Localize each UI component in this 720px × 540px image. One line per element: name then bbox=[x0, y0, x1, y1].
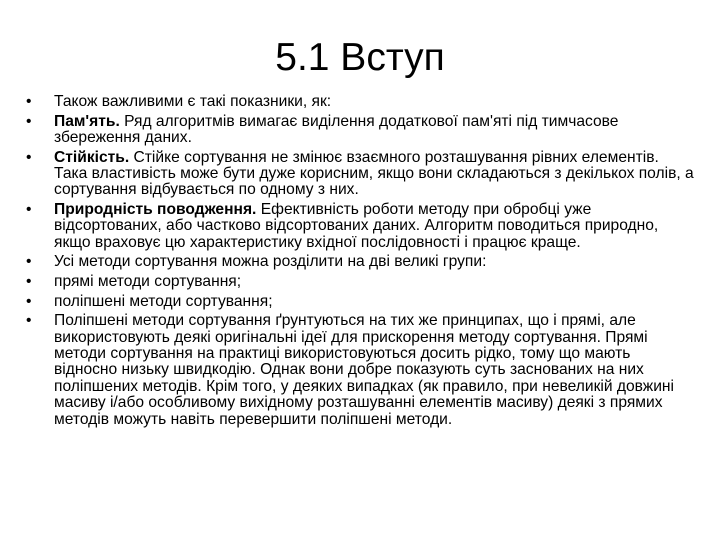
slide-title: 5.1 Вступ bbox=[275, 36, 445, 79]
bullet-item-direct-methods bbox=[26, 274, 696, 290]
bullet-icon: • bbox=[26, 292, 32, 310]
bullet-text: поліпшені методи сортування; bbox=[54, 292, 273, 310]
bullet-term: Стійкість. bbox=[54, 148, 130, 166]
bullet-icon: • bbox=[26, 112, 32, 130]
bullet-icon: • bbox=[26, 253, 32, 271]
bullet-text: Ефективність роботи методу при обробці уже відсортованих, або частково відсортованих даних. Алгоритм поводиться природно, якщо враховує цю характеристику вхідної послідовності і працює краще. bbox=[54, 201, 659, 251]
bullet-text: Також важливими є такі показники, як: bbox=[54, 93, 332, 110]
bullet-text: Усі методи сортування можна розділити на дві великі групи: bbox=[54, 253, 487, 271]
bullet-item-intro bbox=[26, 94, 696, 110]
bullet-icon: • bbox=[26, 273, 32, 290]
bullet-item-improved-description bbox=[26, 313, 696, 428]
bullet-item-naturalness bbox=[26, 202, 696, 251]
bullet-text: Ряд алгоритмів вимагає виділення додаткової пам'яті під тимчасове збереження даних. bbox=[54, 112, 619, 146]
bullet-icon: • bbox=[26, 312, 32, 330]
bullet-text: прямі методи сортування; bbox=[54, 273, 242, 290]
bullet-list bbox=[26, 94, 696, 431]
bullet-term: Пам'ять. bbox=[54, 112, 120, 130]
bullet-item-improved-methods bbox=[26, 294, 696, 310]
bullet-text: Поліпшені методи сортування ґрунтуються на тих же принципах, що і прямі, але використовують деякі оригінальні ідеї для прискорення методу сортування. Прямі методи сортування на практиці використовуються досить рідко, тому що мають відносно низьку швидкодію. Однак вони добре показують суть заснованих на них поліпшених методів. Крім того, у деяких випадках (як правило, при невеликій довжині масиву і/або особливому вихідному розташуванні елементів масиву) деякі з прямих методів можуть навіть перевершити поліпшені методи. bbox=[54, 312, 675, 428]
bullet-icon: • bbox=[26, 93, 32, 110]
bullet-item-groups bbox=[26, 254, 696, 270]
bullet-item-memory bbox=[26, 114, 696, 147]
bullet-icon: • bbox=[26, 201, 32, 218]
bullet-text: Стійке сортування не змінює взаємного розташування рівних елементів. Така властивість може бути дуже корисним, якщо вони складаються з декількох полів, а сортування відбувається по одному з них. bbox=[54, 148, 694, 199]
bullet-term: Природність поводження. bbox=[54, 201, 257, 218]
bullet-item-stability bbox=[26, 150, 696, 199]
bullet-icon: • bbox=[26, 148, 32, 166]
